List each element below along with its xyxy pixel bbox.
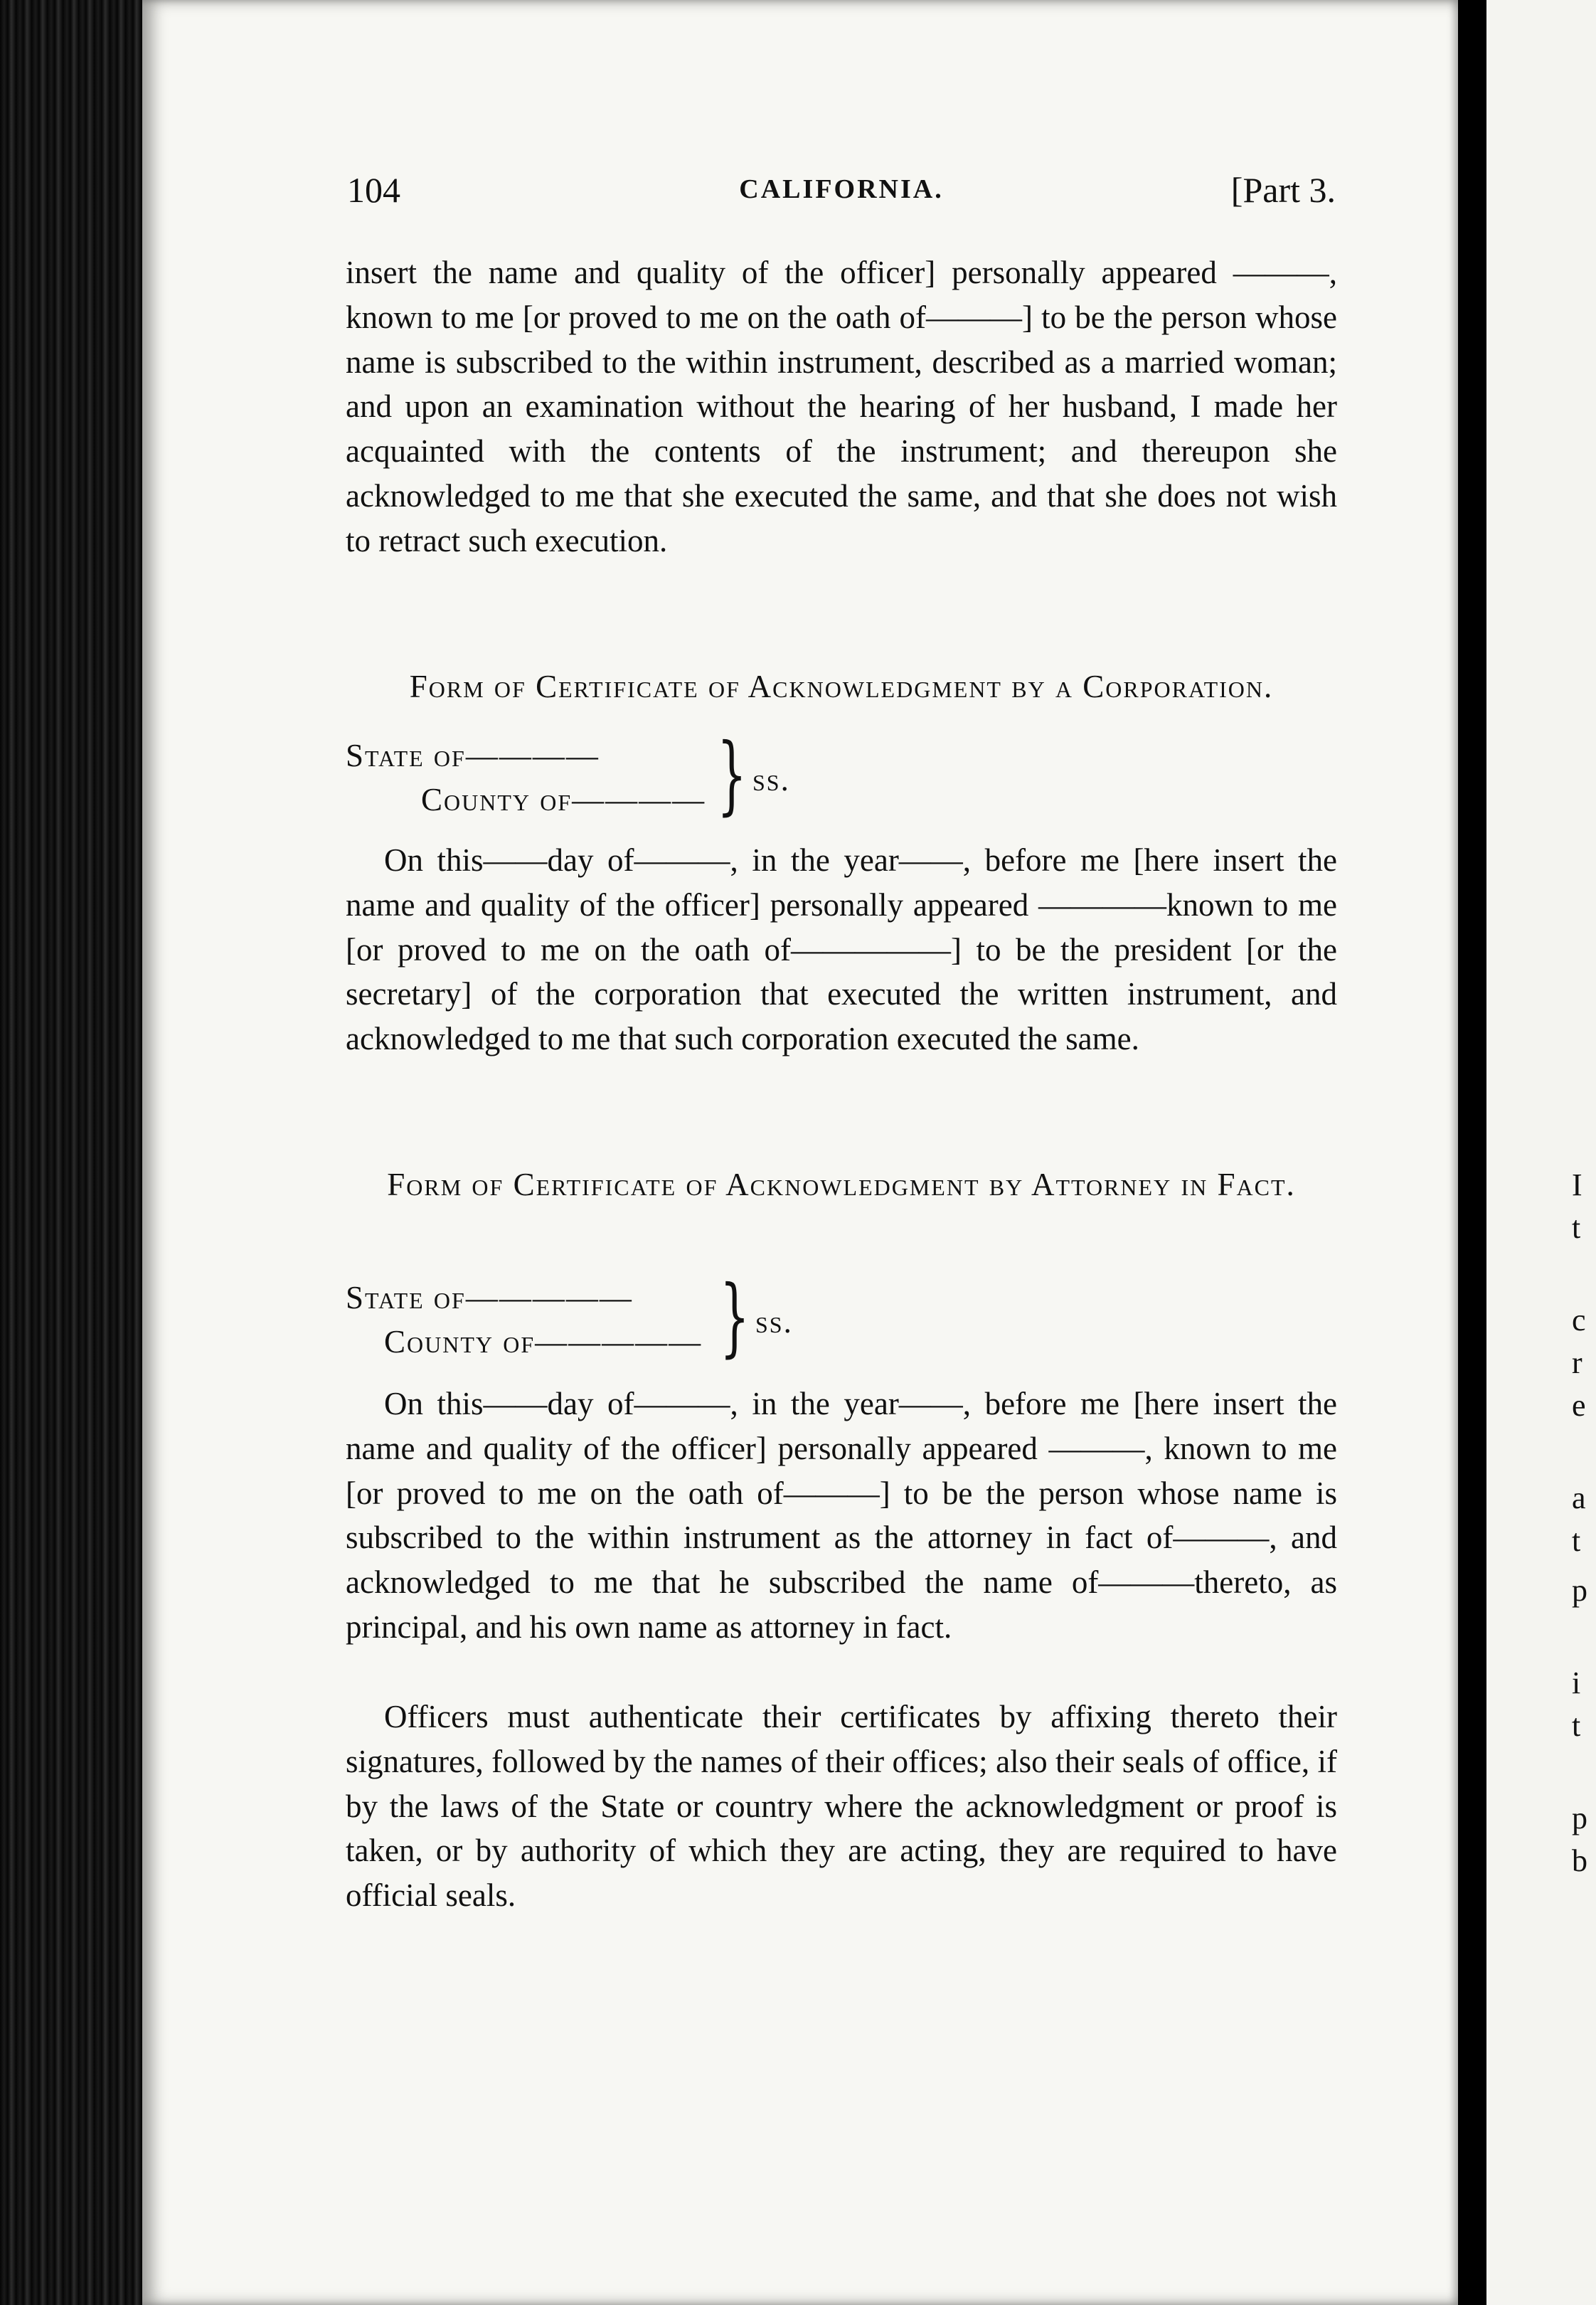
closing-paragraph: Officers must authenticate their certificates by affixing thereto their signatures, followed by the names of their offices; also their seals of office, if by the laws of the State or country where the acknowledgment or proof is taken, or by authority of which they are acting, they are required to have official seals. <box>346 1699 1337 1914</box>
brace-glyph: } <box>720 1268 751 1367</box>
edge-letter: a <box>1572 1480 1586 1515</box>
edge-letter: I <box>1572 1167 1582 1202</box>
intro-paragraph: insert the name and quality of the officer] personally appeared ———, known to me [or proved to me on the oath of———] to be the person whose name is subscribed to the within instrument, described as a married woman; and upon an examination without the hearing of her husband, I made her acquainted with the contents of the instrument; and thereupon she acknowledged to me that she executed the same, and that she does not wish to retract such execution. <box>346 255 1337 558</box>
part-label: [Part 3. <box>1230 170 1336 210</box>
edge-letter: t <box>1572 1708 1581 1743</box>
adjacent-page-edge <box>1486 0 1596 2305</box>
corporation-venue <box>346 726 858 830</box>
ss-label: ss. <box>755 1304 793 1340</box>
attorney-form-heading: Form of Certificate of Acknowledgment by Attorney in Fact. <box>387 1167 1296 1202</box>
edge-letter: i <box>1572 1665 1581 1700</box>
ss-label: ss. <box>752 762 790 798</box>
state-line: State of————— <box>346 1280 633 1315</box>
edge-letter: p <box>1572 1801 1587 1835</box>
edge-letter: c <box>1572 1303 1586 1337</box>
edge-letter: e <box>1572 1388 1586 1423</box>
brace-glyph: } <box>717 726 748 825</box>
county-line: County of———— <box>421 782 706 817</box>
corporation-form-heading: Form of Certificate of Acknowledgment by a Corporation. <box>409 669 1274 704</box>
county-line: County of————— <box>384 1324 703 1360</box>
book-spine <box>0 0 142 2305</box>
state-line: State of———— <box>346 738 600 773</box>
attorney-form-body: On this——day of———, in the year——, before me [here insert the name and quality of the officer] personally appeared ———, known to me [or proved to me on the oath of———] to be the person whose name is subscribed to the within instrument as the attorney in fact of———, and acknowledged to me that he subscribed the name of———thereto, as principal, and his own name as attorney in fact. <box>346 1386 1337 1645</box>
corporation-form-body: On this——day of———, in the year——, before me [here insert the name and quality of the officer] personally appeared ————known to me [or proved to me on the oath of—————] to be the president [or the secretary] of the corporation that executed the written instrument, and acknowledged to me that such corporation executed the same. <box>346 842 1337 1057</box>
running-title: CALIFORNIA. <box>739 174 944 204</box>
edge-letter: p <box>1572 1573 1587 1608</box>
edge-letter: t <box>1572 1210 1581 1245</box>
attorney-venue <box>346 1268 858 1372</box>
page-header <box>347 169 1336 219</box>
page-number: 104 <box>347 170 400 210</box>
edge-letter: b <box>1572 1843 1587 1878</box>
edge-letter: r <box>1572 1345 1582 1380</box>
edge-letter: t <box>1572 1523 1581 1558</box>
